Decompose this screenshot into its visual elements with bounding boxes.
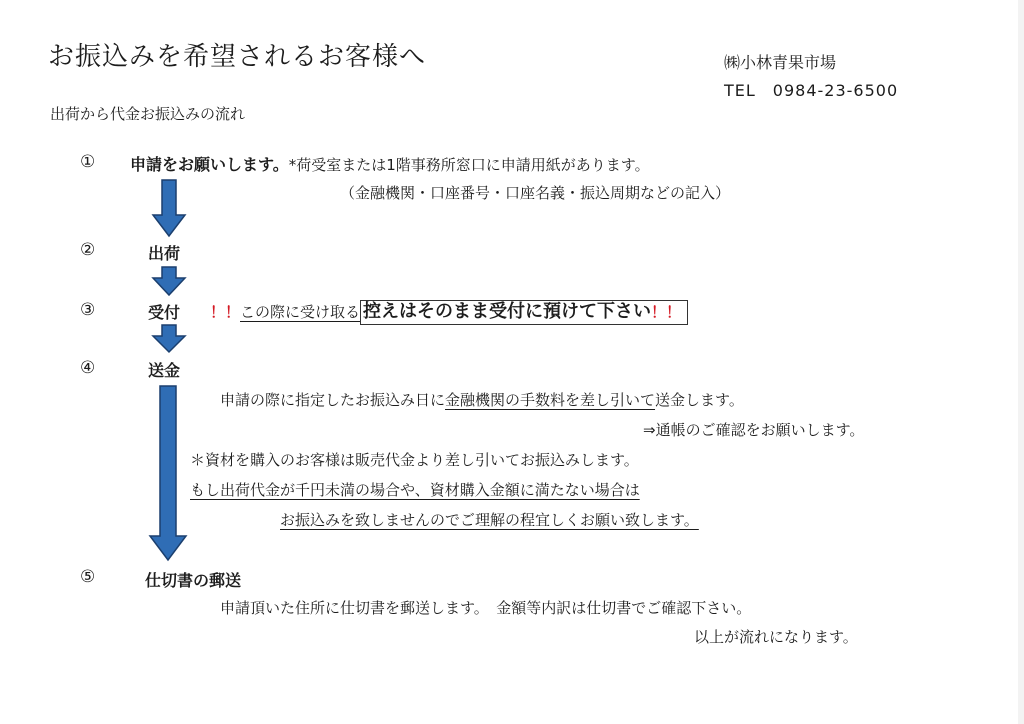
- step-4-line-3: ＊資材を購入のお客様は販売代金より差し引いてお振込みします。: [190, 451, 639, 469]
- step-4-line-1a: 申請の際に指定したお振込み日に: [220, 391, 446, 409]
- step-1-note-detail: （金融機関・口座番号・口座名義・振込周期などの記入）: [340, 184, 731, 202]
- flow-arrow-1: [153, 180, 185, 236]
- company-name: ㈱小林青果市場: [724, 53, 837, 72]
- step-4-line-2: ⇒通帳のご確認をお願いします。: [643, 421, 865, 439]
- step-3-boxed-text: 控えはそのまま受付に預けて下さい: [363, 301, 652, 322]
- step-5-line-1: 申請頂いた住所に仕切書を郵送します。 金額等内訳は仕切書でご確認下さい。: [220, 599, 752, 617]
- step-4-line-5: お振込みを致しませんのでご理解の程宜しくお願い致します。: [280, 511, 699, 529]
- step-number-4: ④: [80, 358, 96, 378]
- step-5-line-2: 以上が流れになります。: [694, 628, 858, 646]
- step-3-text: この際に受け取る: [240, 303, 361, 321]
- step-4-fee-note: 金融機関の手数料を差し引いて: [445, 391, 656, 409]
- step-1-row: [130, 152, 650, 175]
- step-1-title: 申請をお願いします。: [130, 155, 289, 174]
- flow-arrow-4: [150, 386, 186, 560]
- step-3-boxed-notice: [360, 300, 688, 325]
- step-number-1: ①: [80, 152, 96, 172]
- step-number-5: ⑤: [80, 567, 96, 587]
- section-subtitle: 出荷から代金お振込みの流れ: [50, 105, 246, 123]
- step-4-line-1: [220, 389, 744, 410]
- step-4-line-4: もし出荷代金が千円未満の場合や、資材購入金額に満たない場合は: [190, 481, 640, 499]
- warning-mark-left: ！！: [210, 303, 241, 321]
- flow-arrow-2: [153, 267, 185, 295]
- phone-number: TEL 0984-23-6500: [724, 81, 899, 100]
- page-title: お振込みを希望されるお客様へ: [48, 42, 427, 72]
- step-4-line-1c: 送金します。: [655, 391, 744, 409]
- step-1-note: *荷受室または1階事務所窓口に申請用紙があります。: [288, 156, 650, 174]
- step-number-2: ②: [80, 240, 96, 260]
- step-2-title: 出荷: [148, 244, 181, 263]
- flow-arrow-3: [153, 325, 185, 352]
- step-3-row: [210, 297, 688, 323]
- step-number-3: ③: [80, 300, 96, 320]
- step-5-title: 仕切書の郵送: [145, 571, 242, 590]
- step-3-title: 受付: [148, 303, 181, 322]
- step-4-title: 送金: [148, 361, 181, 380]
- warning-mark-right: ！！: [651, 303, 682, 321]
